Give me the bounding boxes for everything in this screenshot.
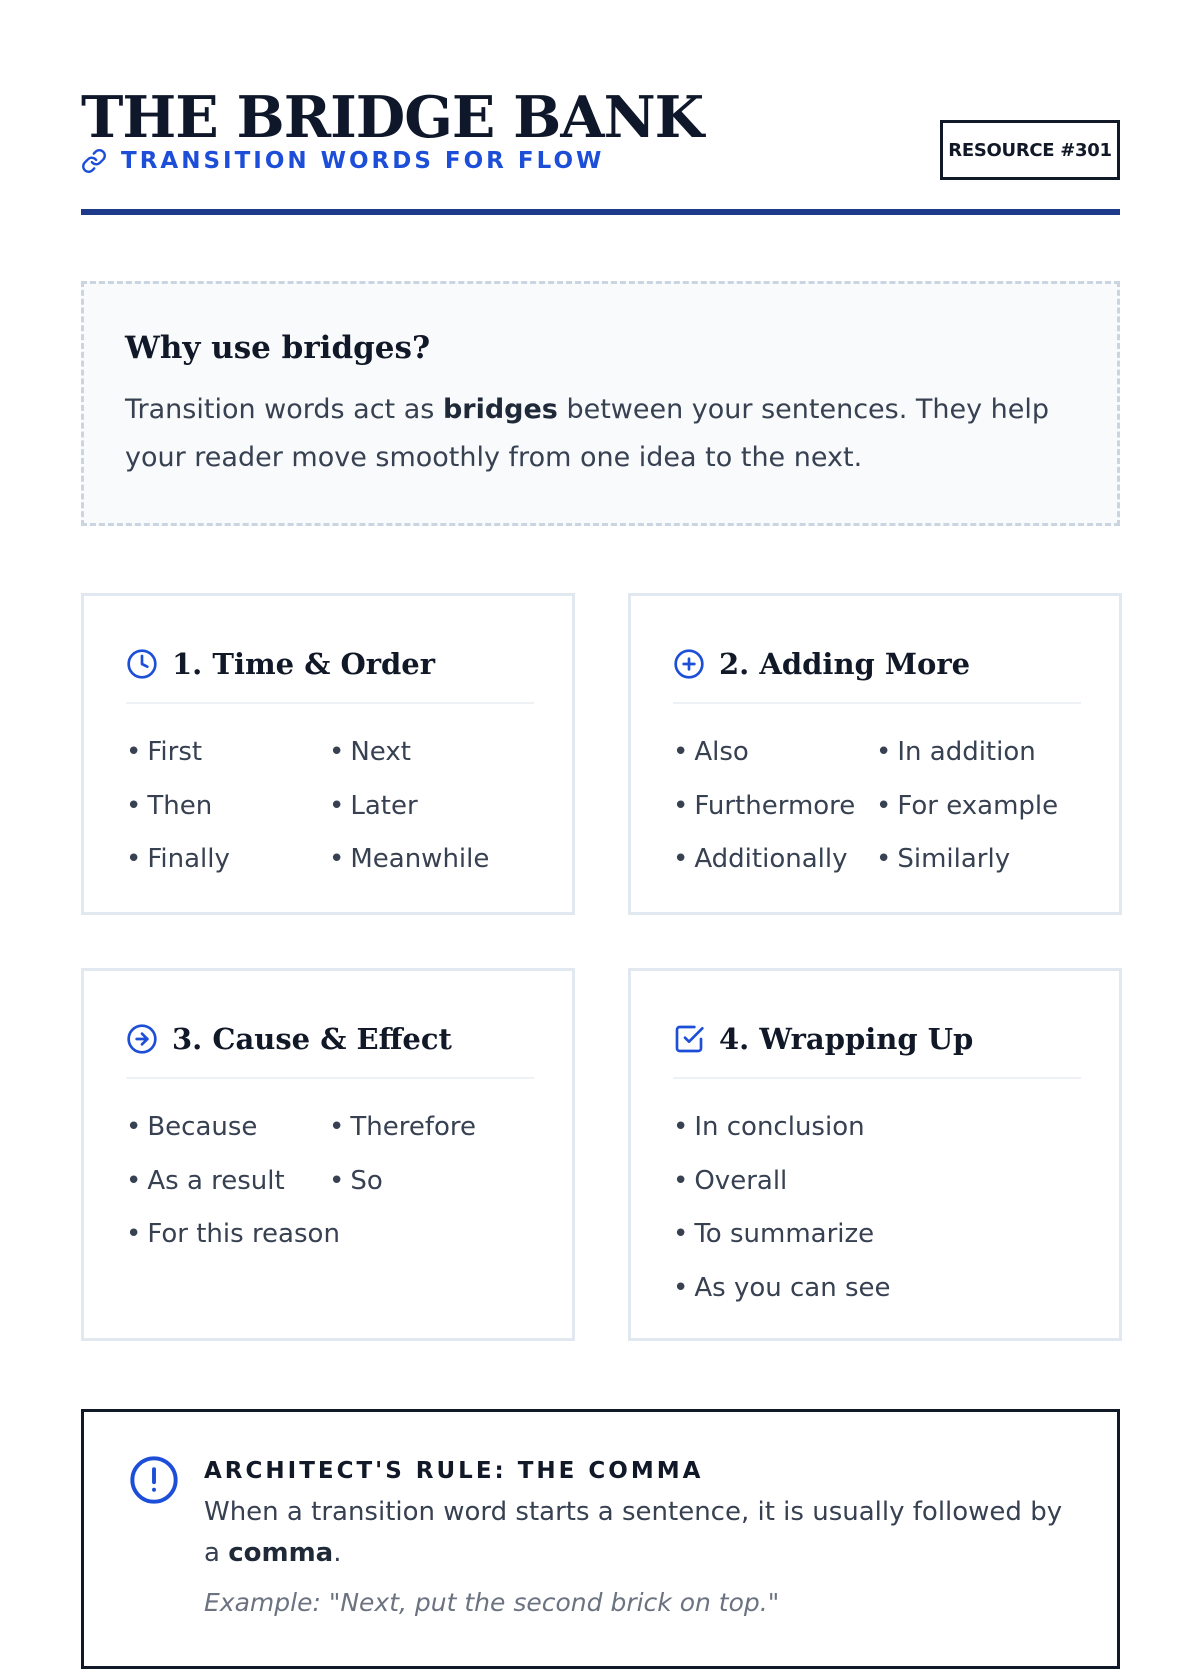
card-header [673, 640, 1079, 688]
card-title: 4. Wrapping Up [719, 1022, 974, 1056]
page-header [81, 80, 1120, 215]
intro-text [125, 386, 1077, 482]
word-list [126, 726, 532, 887]
alert-circle-icon [128, 1454, 180, 1506]
list-item: • So [329, 1155, 534, 1209]
list-item: • Because [126, 1101, 329, 1155]
arrow-right-circle-icon [126, 1023, 158, 1055]
list-item: • Furthermore [673, 780, 876, 834]
word-list [673, 1101, 1079, 1315]
intro-text-after: between your sentences. They help your reader move smoothly from one idea to the next. [125, 394, 1050, 473]
list-item: • To summarize [673, 1208, 1081, 1262]
page-title: THE BRIDGE BANK [81, 84, 704, 151]
clock-icon [126, 648, 158, 680]
list-item: • Similarly [876, 833, 1081, 887]
rule-text-bold: comma [228, 1538, 334, 1568]
card-title: 1. Time & Order [172, 647, 436, 681]
intro-text-bold: bridges [442, 394, 558, 425]
subtitle-text: TRANSITION WORDS FOR FLOW [121, 148, 605, 174]
category-card-wrapping-up [628, 968, 1122, 1341]
intro-heading: Why use bridges? [125, 330, 431, 366]
card-divider [126, 1077, 534, 1079]
rule-text-before: When a transition word starts a sentence, it is usually followed by a [204, 1497, 1063, 1568]
rule-text [204, 1492, 1077, 1574]
intro-box [81, 281, 1120, 526]
word-list [673, 726, 1079, 887]
list-item: • For example [876, 780, 1081, 834]
card-header [126, 1015, 532, 1063]
card-header [126, 640, 532, 688]
list-item: • Therefore [329, 1101, 534, 1155]
card-title: 2. Adding More [719, 647, 971, 681]
category-card-adding-more [628, 593, 1122, 915]
intro-text-before: Transition words act as [125, 394, 443, 425]
rule-callout [81, 1409, 1120, 1669]
word-list [126, 1101, 532, 1262]
list-item: • Also [673, 726, 876, 780]
plus-circle-icon [673, 648, 705, 680]
resource-badge: RESOURCE #301 [940, 120, 1120, 180]
list-item: • In conclusion [673, 1101, 1081, 1155]
list-item: • Next [329, 726, 534, 780]
rule-heading: ARCHITECT'S RULE: THE COMMA [204, 1458, 704, 1484]
rule-example: Example: "Next, put the second brick on top." [204, 1588, 780, 1617]
list-item: • Additionally [673, 833, 876, 887]
list-item: • First [126, 726, 329, 780]
card-header [673, 1015, 1079, 1063]
list-item: • As a result [126, 1155, 329, 1209]
link-icon [81, 148, 107, 174]
list-item: • In addition [876, 726, 1081, 780]
category-card-cause-effect [81, 968, 575, 1341]
list-item: • Finally [126, 833, 329, 887]
list-item: • As you can see [673, 1262, 1081, 1316]
card-divider [673, 702, 1081, 704]
list-item: • Meanwhile [329, 833, 534, 887]
list-item: • Overall [673, 1155, 1081, 1209]
list-item: • Then [126, 780, 329, 834]
category-card-time-order [81, 593, 575, 915]
check-square-icon [673, 1023, 705, 1055]
card-divider [673, 1077, 1081, 1079]
card-title: 3. Cause & Effect [172, 1022, 452, 1056]
list-item: • For this reason [126, 1208, 329, 1262]
list-item: • Later [329, 780, 534, 834]
rule-text-after: . [333, 1538, 342, 1568]
page-subtitle [81, 148, 604, 174]
card-divider [126, 702, 534, 704]
